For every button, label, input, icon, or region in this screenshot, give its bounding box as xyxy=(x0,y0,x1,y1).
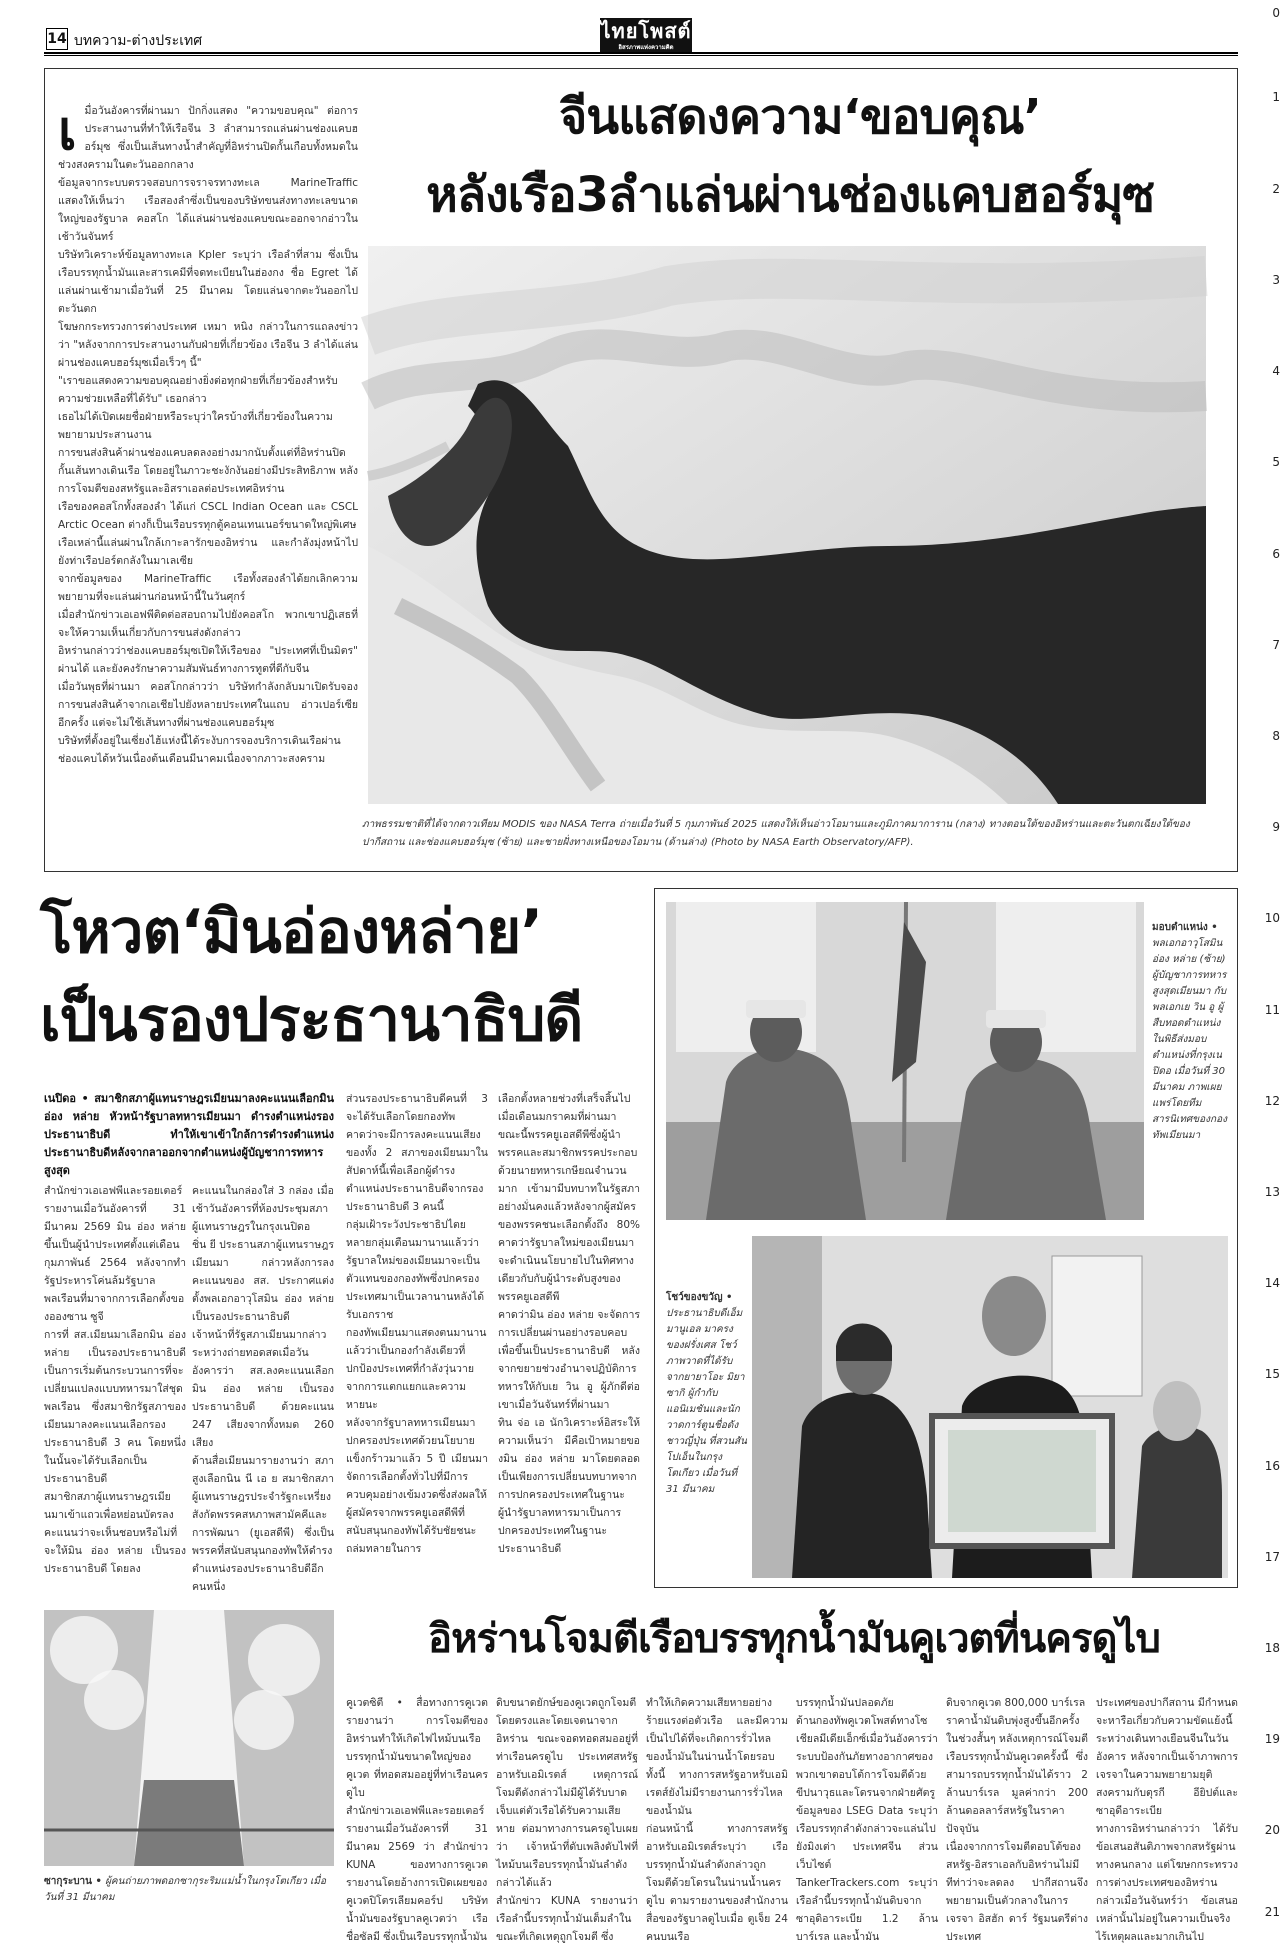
header-rule xyxy=(44,52,1238,56)
section-title: บทความ-ต่างประเทศ xyxy=(74,33,203,49)
sakura-caption-title: ซากุระบาน • xyxy=(44,1876,102,1887)
macron-gift-photo xyxy=(752,1236,1228,1578)
ruler-mark: 20 xyxy=(1264,1823,1280,1837)
article-myanmar-col1: สำนักข่าวเอเอฟพีและรอยเตอร์รายงานเมื่อวันอังคารที่ 31 มีนาคม 2569 มิน อ่อง หล่าย ขึ้นเป็นผู้นำประเทศตั้งแต่เดือนกุมภาพันธ์ 2564 หลังจากทำรัฐประหารโค่นล้มรัฐบาลพลเรือนที่มาจากการเลือกตั้งของอองซาน ซูจี การที่ สส.เมียนมาเลือกมิน อ่อง หล่าย เป็นรองประธานาธิบดี เป็นการเริ่มต้นกระบวนการที่จะเปลี่ยนแปลงแบบทหารมาใส่ชุดพลเรือน ซึ่งสมาชิกรัฐสภาของเมียนมาลงคะแนนเลือกรองประธานาธิบดี 3 คน โดยหนึ่งในนั้นจะได้รับเลือกเป็นประธานาธิบดี สมาชิกสภาผู้แทนราษฎรเมียนมาเข้าแถวเพื่อหย่อนบัตรลงคะแนนว่าจะเห็นชอบหรือไม่ที่จะให้มิน อ่อง หล่าย เป็นรองประธานาธิบดี โดยลง xyxy=(44,1185,186,1575)
ruler-mark: 17 xyxy=(1264,1550,1280,1564)
sakura-photo-caption xyxy=(44,1874,334,1906)
macron-caption-title: โชว์ของขวัญ • xyxy=(666,1292,733,1303)
sakura-image xyxy=(44,1610,334,1866)
page-number: 14 xyxy=(46,28,68,50)
ruler-mark: 0 xyxy=(1272,6,1280,20)
ruler-mark: 2 xyxy=(1272,182,1280,196)
ruler-mark: 1 xyxy=(1272,90,1280,104)
myanmar-photo-caption xyxy=(1152,920,1232,1144)
satellite-photo-caption: ภาพธรรมชาติที่ได้จากดาวเทียม MODIS ของ NASA Terra ถ่ายเมื่อวันที่ 5 กุมภาพันธ์ 2025 แสดงให้เห็นอ่าวโอมานและภูมิภาคมาการาน (กลาง) ทางตอนใต้ของอิหร่านและตะวันตกเฉียงใต้ของปากีสถาน และช่องแคบฮอร์มุซ (ซ้าย) และชายฝั่งทางเหนือของโอมาน (ด้านล่าง) (Photo by NASA Earth Observatory/AFP). xyxy=(362,819,1190,848)
page-ruler xyxy=(1246,0,1286,1920)
logo-tagline: อิสรภาพแห่งความคิด xyxy=(618,44,674,51)
ruler-mark: 11 xyxy=(1264,1003,1280,1017)
macron-photo-caption xyxy=(666,1290,748,1498)
satellite-photo xyxy=(368,246,1206,804)
article-iran-col4: บรรทุกน้ำมันปลอดภัย ด้านกองทัพคูเวตโพสต์ทางโซเชียลมีเดียเอ็กซ์เมื่อวันอังคารว่า ระบบป้องกันภัยทางอากาศของพวกเขาตอบโต้การโจมตีด้วยขีปนาวุธและโดรนจากฝ่ายศัตรู ข้อมูลของ LSEG Data ระบุว่า เรือบรรทุกลำดังกล่าวจะแล่นไปยังมิงเต่า ประเทศจีน ส่วนเว็บไซต์ TankerTrackers.com ระบุว่า เรือลำนี้บรรทุกน้ำมันดิบจากซาอุดิอาระเบีย 1.2 ล้านบาร์เรล และน้ำมัน xyxy=(796,1697,938,1943)
ruler-mark: 4 xyxy=(1272,364,1280,378)
article-iran-col5: ดิบจากคูเวต 800,000 บาร์เรล ราคาน้ำมันดิบพุ่งสูงขึ้นอีกครั้งในช่วงสั้นๆ หลังเหตุการณ์โจมตีเรือบรรทุกน้ำมันคูเวตครั้งนี้ ซึ่งสามารถบรรทุกน้ำมันได้ราว 2 ล้านบาร์เรล มูลค่ากว่า 200 ล้านดอลลาร์สหรัฐในราคาปัจจุบัน เนื่องจากการโจมตีตอบโต้ของสหรัฐ-อิสราเอลกับอิหร่านไม่มีทีท่าว่าจะลดลง ปากีสถานจึงพยายามเป็นตัวกลางในการเจรจา อิสฮัก ดาร์ รัฐมนตรีต่างประเทศ xyxy=(946,1697,1088,1943)
article-china-dropcap: เ xyxy=(58,98,77,162)
ceremony-image xyxy=(666,902,1144,1220)
ruler-mark: 21 xyxy=(1264,1905,1280,1919)
logo-text: ไทยโพสต์ xyxy=(600,19,692,43)
ruler-mark: 5 xyxy=(1272,455,1280,469)
article-china-headline-1: จีนแสดงความ‘ขอบคุณ’ xyxy=(559,89,1041,145)
ruler-mark: 12 xyxy=(1264,1094,1280,1108)
article-myanmar-col3: ส่วนรองประธานาธิบดีคนที่ 3 จะได้รับเลือกโดยกองทัพ คาดว่าจะมีการลงคะแนนเสียงของทั้ง 2 สภาของเมียนมาในสัปดาห์นี้เพื่อเลือกผู้ดำรงตำแหน่งประธานาธิบดีจากรองประธานาธิบดี 3 คนนี้ กลุ่มเฝ้าระวังประชาธิปไตยหลายกลุ่มเตือนมานานแล้วว่ารัฐบาลใหม่ของเมียนมาจะเป็นตัวแทนของกองทัพซึ่งปกครองประเทศมาเป็นเวลานานหลังได้รับเอกราช กองทัพเมียนมาแสดงตนมานานแล้วว่าเป็นกองกำลังเดียวที่ปกป้องประเทศที่กำลังวุ่นวายจากการแตกแยกและความหายนะ หลังจากรัฐบาลทหารเมียนมาปกครองประเทศด้วยนโยบายแข็งกร้าวมาแล้ว 5 ปี เมียนมาจัดการเลือกตั้งทั่วไปที่มีการควบคุมอย่างเข้มงวดซึ่งส่งผลให้ผู้สมัครจากพรรคยูเอสดีพีที่สนับสนุนกองทัพได้รับชัยชนะถล่มทลายในการ xyxy=(346,1093,488,1555)
article-iran-col3: ทำให้เกิดความเสียหายอย่างร้ายแรงต่อตัวเรือ และมีความเป็นไปได้ที่จะเกิดการรั่วไหลของน้ำมันในน่านน้ำโดยรอบ ทั้งนี้ ทางการสหรัฐอาหรับเอมิเรตส์ยังไม่มีรายงานการรั่วไหลของน้ำมัน ก่อนหน้านี้ ทางการสหรัฐอาหรับเอมิเรตส์ระบุว่า เรือบรรทุกน้ำมันลำดังกล่าวถูกโจมตีด้วยโดรนในน่านน้ำนครดูไบ ตามรายงานของสำนักงานสื่อของรัฐบาลดูไบเมื่อ ตูเจ็ย 24 คนบนเรือ xyxy=(646,1697,788,1943)
ruler-mark: 19 xyxy=(1264,1732,1280,1746)
article-myanmar-col2: คะแนนในกล่องใส่ 3 กล่อง เมื่อเช้าวันอังคารที่ห้องประชุมสภาผู้แทนราษฎรในกรุงเนปิดอ ชิ่น ยี ประธานสภาผู้แทนราษฎรเมียนมา กล่าวหลังการลงคะแนนของ สส. ประกาศแต่งตั้งพลเอกอาวุโสมิน อ่อง หล่าย เป็นรองประธานาธิบดี เจ้าหน้าที่รัฐสภาเมียนมากล่าวระหว่างถ่ายทอดสดเมื่อวันอังคารว่า สส.ลงคะแนนเลือกมิน อ่อง หล่าย เป็นรองประธานาธิบดี ด้วยคะแนน 247 เสียงจากทั้งหมด 260 เสียง ด้านสื่อเมียนมารายงานว่า สภาสูงเลือกนิน นี เอ ย สมาชิกสภาผู้แทนราษฎรประจำรัฐกะเหรี่ยง สังกัดพรรคสหภาพสามัคคีและการพัฒนา (ยูเอสดีพี) ซึ่งเป็นพรรคที่สนับสนุนกองทัพให้ดำรงตำแหน่งรองประธานาธิบดีอีกคนหนึ่ง xyxy=(192,1185,334,1593)
ruler-mark: 18 xyxy=(1264,1641,1280,1655)
ruler-mark: 6 xyxy=(1272,547,1280,561)
article-iran-col6: ประเทศของปากีสถาน มีกำหนดจะหารือเกี่ยวกับความขัดแย้งนี้ระหว่างเดินทางเยือนจีนในวันอังคาร หลังจากเป็นเจ้าภาพการเจรจาในความพยายามยุติสงครามกับตุรกี อียิปต์และซาอุดีอาระเบีย ทางการอิหร่านกล่าวว่า ได้รับข้อเสนอสันติภาพจากสหรัฐผ่านทางคนกลาง แต่โฆษกกระทรวงการต่างประเทศของอิหร่านกล่าวเมื่อวันจันทร์ว่า ข้อเสนอเหล่านั้นไม่อยู่ในความเป็นจริง ไร้เหตุผลและมากเกินไป xyxy=(1096,1697,1238,1943)
myanmar-caption-title: มอบตำแหน่ง • xyxy=(1152,922,1218,933)
ruler-mark: 15 xyxy=(1264,1367,1280,1381)
macron-image xyxy=(752,1236,1228,1578)
macron-caption-text: ประธานาธิบดีเอ็มมานูเอล มาครงของฝรั่งเศส โชว์ภาพวาดที่ได้รับจากยายาโอะ มิยาซากิ ผู้กำกับแอนิเมชันและนักวาดการ์ตูนชื่อดังชาวญี่ปุ่น ที่สวนสันโปเอ็นในกรุงโตเกียว เมื่อวันที่ 31 มีนาคม xyxy=(666,1308,747,1495)
article-iran-headline: อิหร่านโจมตีเรือบรรทุกน้ำมันคูเวตที่นครดูไบ xyxy=(428,1616,1160,1662)
satellite-image xyxy=(368,246,1206,804)
myanmar-ceremony-photo xyxy=(666,902,1144,1220)
article-myanmar-lede: เนปิดอ • สมาชิกสภาผู้แทนราษฎรเมียนมาลงคะแนนเลือกมิน อ่อง หล่าย หัวหน้ารัฐบาลทหารเมียนมา ดำรงตำแหน่งรองประธานาธิบดี ทำให้เขาเข้าใกล้การดำรงตำแหน่งประธานาธิบดีหลังจากลาออกจากตำแหน่งผู้บัญชาการทหารสูงสุด xyxy=(44,1092,334,1177)
ruler-mark: 13 xyxy=(1264,1185,1280,1199)
newspaper-logo xyxy=(600,18,692,52)
article-china-text: มื่อวันอังคารที่ผ่านมา ปักกิ่งแสดง "ความขอบคุณ" ต่อการประสานงานที่ทำให้เรือจีน 3 ลำสามารถแล่นผ่านช่องแคบฮอร์มุซ ซึ่งเป็นเส้นทางน้ำสำคัญที่อิหร่านปิดกั้นเกือบทั้งหมดในช่วงสงครามในตะวันออกกลาง ข้อมูลจากระบบตรวจสอบการจราจรทางทะเล MarineTraffic แสดงให้เห็นว่า เรือสองลำซึ่งเป็นของบริษัทขนส่งทางทะเลขนาดใหญ่ของรัฐบาล คอสโก ได้แล่นผ่านช่องแคบขณะออกจากอ่าวในเช้าวันจันทร์ บริษัทวิเคราะห์ข้อมูลทางทะเล Kpler ระบุว่า เรือลำที่สาม ซึ่งเป็นเรือบรรทุกน้ำมันและสารเคมีที่จดทะเบียนในฮ่องกง ชื่อ Egret ได้แล่นผ่านเช้ามาเมื่อวันที่ 25 มีนาคม โดยแล่นจากตะวันออกไปตะวันตก โฆษกกระทรวงการต่างประเทศ เหมา หนิง กล่าวในการแถลงข่าวว่า "หลังจากการประสานงานกับฝ่ายที่เกี่ยวข้อง เรือจีน 3 ลำได้แล่นผ่านช่องแคบฮอร์มุซเมื่อเร็วๆ นี้" "เราขอแสดงความขอบคุณอย่างยิ่งต่อทุกฝ่ายที่เกี่ยวข้องสำหรับความช่วยเหลือที่ได้รับ" เธอกล่าว เธอไม่ได้เปิดเผยชื่อฝ่ายหรือระบุว่าใครบ้างที่เกี่ยวข้องในความพยายามประสานงาน การขนส่งสินค้าผ่านช่องแคบลดลงอย่างมากนับตั้งแต่ที่อิหร่านปิดกั้นเส้นทางเดินเรือ โดยอยู่ในภาวะชะงักงันอย่างมีประสิทธิภาพ หลังการโจมตีของสหรัฐและอิสราเอลต่อประเทศอิหร่าน เรือของคอสโกทั้งสองลำ ได้แก่ CSCL Indian Ocean และ CSCL Arctic Ocean ต่างก็เป็นเรือบรรทุกตู้คอนเทนเนอร์ขนาดใหญ่พิเศษ เรือเหล่านี้แล่นผ่านใกล้เกาะลารักของอิหร่าน และกำลังมุ่งหน้าไปยังท่าเรือปอร์ตกลังในมาเลเซีย จากข้อมูลของ MarineTraffic เรือทั้งสองลำได้ยกเลิกความพยายามที่จะแล่นผ่านก่อนหน้านี้ในวันศุกร์ เมื่อสำนักข่าวเอเอฟพีติดต่อสอบถามไปยังคอสโก พวกเขาปฏิเสธที่จะให้ความเห็นเกี่ยวกับการขนส่งดังกล่าว อิหร่านกล่าวว่าช่องแคบฮอร์มุซเปิดให้เรือของ "ประเทศที่เป็นมิตร" ผ่านได้ และยังคงรักษาความสัมพันธ์ทางการทูตที่ดีกับจีน เมื่อวันพุธที่ผ่านมา คอสโกกล่าวว่า บริษัทกำลังกลับมาเปิดรับจองการขนส่งสินค้าจากเอเชียไปยังหลายประเทศในแถบ อ่าวเปอร์เซียอีกครั้ง แต่จะไม่ใช้เส้นทางที่ผ่านช่องแคบฮอร์มุซ บริษัทที่ตั้งอยู่ในเซี่ยงไฮ้แห่งนี้ได้ระงับการจองบริการเดินเรือผ่านช่องแคบได้หวันเนื่องต้นเดือนมีนาคมเนื่องจากภาวะสงคราม xyxy=(58,105,358,765)
article-china-headline-2: หลังเรือ3ลำแล่นผ่านช่องแคบฮอร์มุซ xyxy=(426,167,1154,223)
article-iran-col1: คูเวตซิตี • สื่อทางการคูเวตรายงานว่า การโจมตีของอิหร่านทำให้เกิดไฟไหม้บนเรือบรรทุกน้ำมันขนาดใหญ่ของคูเวต ที่ทอดสมออยู่ที่ท่าเรือนครดูไบ สำนักข่าวเอเอฟพีและรอยเตอร์รายงานเมื่อวันอังคารที่ 31 มีนาคม 2569 ว่า สำนักข่าว KUNA ของทางการคูเวตรายงานโดยอ้างการเปิดเผยของคูเวตปิโตรเลียมคอร์ป บริษัทน้ำมันของรัฐบาลคูเวตว่า เรือชื่อซัลมี ซึ่งเป็นเรือบรรทุกน้ำมัน xyxy=(346,1697,488,1943)
ruler-mark: 16 xyxy=(1264,1459,1280,1473)
article-iran-col2: ดิบขนาดยักษ์ของคูเวตถูกโจมตีโดยตรงและโดยเจตนาจากอิหร่าน ขณะจอดทอดสมออยู่ที่ท่าเรือนครดูไบ ประเทศสหรัฐอาหรับเอมิเรตส์ เหตุการณ์โจมตีดังกล่าวไม่มีผู้ได้รับบาดเจ็บแต่ตัวเรือได้รับความเสียหาย ต่อมาทางการนครดูไบเผยว่า เจ้าหน้าที่ดับเพลิงดับไฟที่ไหม้บนเรือบรรทุกน้ำมันลำดังกล่าวได้แล้ว สำนักข่าว KUNA รายงานว่า เรือลำนี้บรรทุกน้ำมันเต็มลำในขณะที่เกิดเหตุถูกโจมตี ซึ่ง xyxy=(496,1697,638,1943)
ruler-mark: 14 xyxy=(1264,1276,1280,1290)
ruler-mark: 9 xyxy=(1272,820,1280,834)
article-myanmar-headline-2: เป็นรองประธานาธิบดี xyxy=(40,985,583,1055)
ruler-mark: 10 xyxy=(1264,911,1280,925)
myanmar-caption-text: พลเอกอาวุโสมิน อ่อง หล่าย (ซ้าย) ผู้บัญชาการทหารสูงสุดเมียนมา กับพลเอกเย วิน อู ผู้สืบทอดตำแหน่งในพิธีส่งมอบตำแหน่งที่กรุงเนปิดอ เมื่อวันที่ 30 มีนาคม ภาพเผยแพร่โดยทีมสารนิเทศของกองทัพเมียนมา xyxy=(1152,938,1227,1141)
article-myanmar-headline-1: โหวต‘มินอ่องหล่าย’ xyxy=(40,897,543,967)
ruler-mark: 8 xyxy=(1272,729,1280,743)
ruler-mark: 7 xyxy=(1272,638,1280,652)
sakura-photo xyxy=(44,1610,334,1866)
ruler-mark: 3 xyxy=(1272,273,1280,287)
article-china-body xyxy=(58,84,358,860)
sakura-caption-text: ผู้คนถ่ายภาพดอกซากุระริมแม่น้ำในกรุงโตเกียว เมื่อวันที่ 31 มีนาคม xyxy=(44,1876,327,1903)
article-myanmar-col4: เลือกตั้งหลายช่วงที่เสร็จสิ้นไปเมื่อเดือนมกราคมที่ผ่านมา ขณะนี้พรรคยูเอสดีพีซึ่งผู้นำพรรคและสมาชิกพรรคประกอบด้วยนายทหารเกษียณจำนวนมาก เข้ามามีบทบาทในรัฐสภาอย่างมั่นคงแล้วหลังจากผู้สมัครของพรรคชนะเลือกตั้งถึง 80% คาดว่ารัฐบาลใหม่ของเมียนมาจะดำเนินนโยบายไปในทิศทางเดียวกับกับผู้นำระดับสูงของพรรคยูเอสดีพี คาดว่ามิน อ่อง หล่าย จะจัดการการเปลี่ยนผ่านอย่างรอบคอบเพื่อขึ้นเป็นประธานาธิบดี หลังจากขยายช่วงอำนาจปฏิบัติการทหารให้กับเย วิน อู ผู้ภักดีต่อเขาเมื่อวันจันทร์ที่ผ่านมา ทิน จ่อ เอ นักวิเคราะห์อิสระให้ความเห็นว่า มีคือเป้าหมายของมิน อ่อง หล่าย มาโดยตลอด เป็นเพียงการเปลี่ยนบทบาทจากการปกครองประเทศในฐานะผู้นำรัฐบาลทหารมาเป็นการปกครองประเทศในฐานะประธานาธิบดี xyxy=(498,1093,640,1555)
